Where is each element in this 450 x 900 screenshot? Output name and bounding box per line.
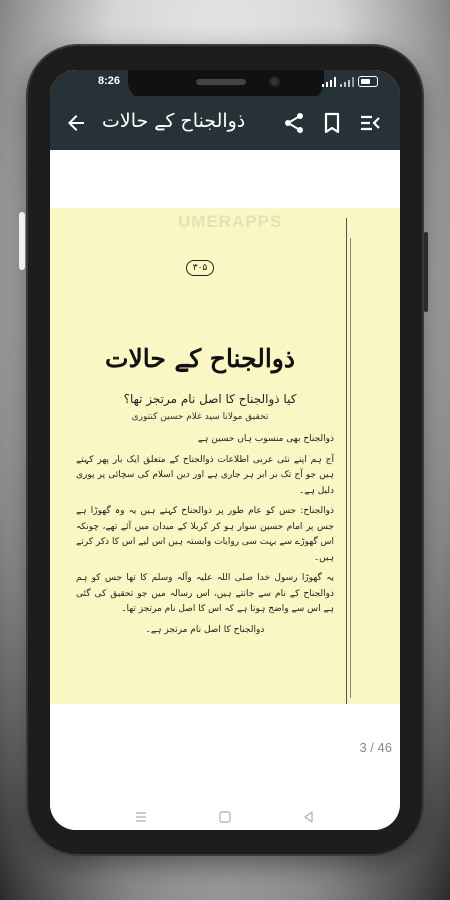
home-icon[interactable] (218, 810, 232, 824)
page-counter: 3 / 46 (359, 740, 392, 755)
back-triangle-icon[interactable] (302, 810, 316, 824)
chapter-subheading: کیا ذوالجناح کا اصل نام مرتجز تھا؟ (123, 392, 297, 406)
back-arrow-icon[interactable] (64, 111, 88, 135)
pdf-viewer[interactable] (50, 150, 400, 804)
margin-line (346, 218, 347, 704)
paragraph: ذوالجناح: جس کو عام طور پر ذوالجناح کہتے ہیں یہ وہ گھوڑا ہے جس پر امام حسین سوار ہو کر کربلا کے میدان میں آئے تھے، چونکہ اس گھوڑے سے بہت سی روایات وابستہ ہیں اس لیے اس کا ذکر کرتے ہیں۔ (76, 506, 334, 563)
speaker-grille (196, 79, 246, 85)
paragraph: آج ہم اپنے نئی عربی اطلاعات ذوالجناح کے متعلق ایک بار پھر کہتے ہیں جو آج تک بر ابر ہر جاری ہے اور دین اسلام کی سچائی پر پوری دلیل ہے۔ (76, 454, 334, 496)
battery-icon (358, 76, 378, 87)
body-text (76, 432, 334, 643)
paragraph: یہ گھوڑا رسول خدا صلی اللہ علیہ وآلہ وسلم کا تھا جس کو ہم ذوالجناح کے نام سے جانتے ہیں، اس رسالہ میں جو تحقیق کی گئی ہے اس سے واضح ہوتا ہے کہ اس کا اصل نام مرتجز تھا۔ (76, 573, 334, 614)
phone-side-button (19, 212, 25, 270)
paragraph: ذوالجناح بھی منسوب ہاں حسین ہے (197, 434, 334, 444)
signal-icon-2 (340, 77, 354, 87)
status-icons (322, 76, 378, 87)
screen (50, 70, 400, 830)
app-bar (50, 96, 400, 150)
status-bar (50, 70, 400, 96)
paragraph: ذوالجناح کا اصل نام مرتجز ہے۔ (145, 624, 265, 635)
phone-side-button-right (424, 232, 428, 312)
status-time: 8:26 (98, 75, 121, 87)
page-number-badge: ۳۰۵ (186, 260, 214, 276)
signal-icon (322, 77, 336, 87)
recent-apps-icon[interactable] (134, 810, 148, 824)
watermark: UMERAPPS (178, 212, 283, 231)
book-page[interactable] (50, 208, 400, 704)
front-camera (269, 76, 280, 87)
researcher-line: تحقیق مولانا سید غلام حسین کنتوری (131, 412, 269, 422)
margin-line (350, 238, 351, 698)
share-icon[interactable] (282, 111, 306, 135)
bookmark-icon[interactable] (320, 111, 344, 135)
system-nav-bar (50, 804, 400, 830)
table-of-contents-icon[interactable] (358, 111, 382, 135)
chapter-heading: ذوالجناح کے حالات (104, 344, 296, 373)
page-title: ذوالجناح کے حالات (102, 110, 246, 132)
